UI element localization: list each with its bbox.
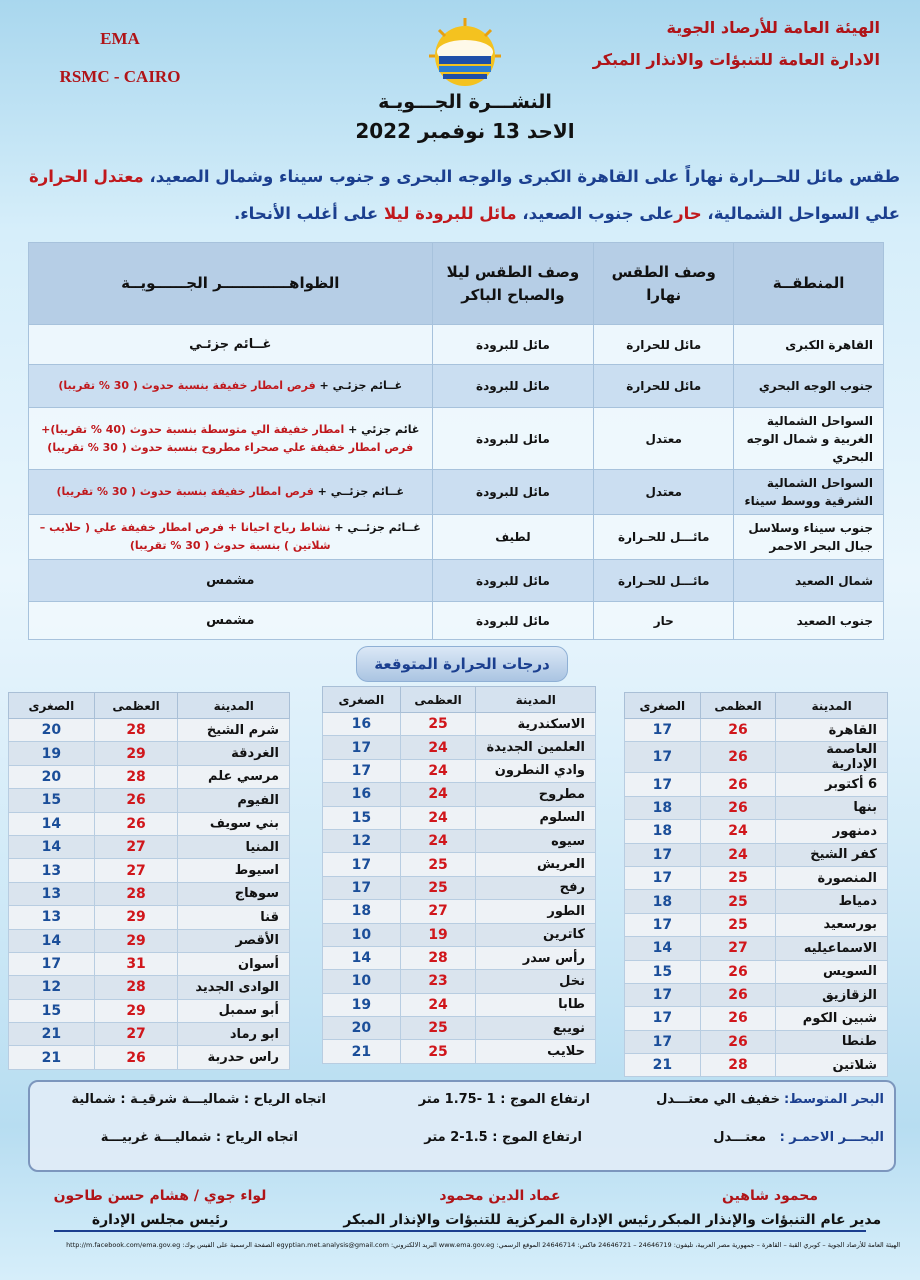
table-row: [29, 325, 884, 365]
temps-title: درجات الحرارة المتوقعة: [356, 646, 568, 682]
col-header-max: العظمى: [94, 693, 178, 719]
summary-part-3: معتدل الحرارة: [29, 167, 144, 186]
max-temp-cell: 23: [400, 970, 476, 993]
table-row: [625, 719, 888, 742]
night-desc: مائل للبرودة: [432, 470, 594, 515]
max-temp-cell: 24: [400, 993, 476, 1016]
max-temp-cell: 24: [400, 806, 476, 829]
night-desc: مائل للبرودة: [432, 325, 594, 365]
night-desc: مائل للبرودة: [432, 365, 594, 408]
city-cell: سيوه: [476, 829, 596, 852]
signer-middle-title: رئيس الإدارة المركزية للتنبؤات والإنذار المبكر: [343, 1212, 657, 1228]
min-temp-cell: 17: [625, 983, 701, 1006]
table-row: [29, 408, 884, 470]
city-cell: طابا: [476, 993, 596, 1016]
col-header-city: المدينة: [776, 693, 888, 719]
max-temp-cell: 24: [700, 843, 776, 866]
min-temp-cell: 15: [9, 999, 95, 1022]
table-row: [323, 783, 596, 806]
min-temp-cell: 14: [625, 937, 701, 960]
footer-divider: [54, 1230, 866, 1232]
sea-row-med: [30, 1092, 894, 1122]
min-temp-cell: 10: [323, 923, 401, 946]
med-state: خفيف الي معتـــدل: [656, 1092, 780, 1107]
max-temp-cell: 27: [94, 859, 178, 882]
table-row: [9, 952, 290, 975]
min-temp-cell: 17: [625, 773, 701, 796]
table-row: [323, 946, 596, 969]
city-cell: الوادى الجديد: [178, 976, 290, 999]
city-cell: وادي النطرون: [476, 759, 596, 782]
max-temp-cell: 25: [400, 713, 476, 736]
phenomena: [29, 325, 433, 365]
city-cell: السويس: [776, 960, 888, 983]
summary-part-8: على أغلب الأنحاء.: [233, 204, 384, 223]
max-temp-cell: 25: [400, 876, 476, 899]
table-row: [9, 859, 290, 882]
signer-left-name: لواء جوي / هشام حسن طاحون: [53, 1188, 267, 1204]
min-temp-cell: 21: [323, 1040, 401, 1063]
max-temp-cell: 27: [700, 937, 776, 960]
city-cell: الفيوم: [178, 789, 290, 812]
max-temp-cell: 19: [400, 923, 476, 946]
max-temp-cell: 29: [94, 742, 178, 765]
day-desc: مائل للحرارة: [594, 325, 734, 365]
summary-part-7: مائل للبرودة ليلا: [383, 204, 517, 223]
min-temp-cell: 14: [9, 812, 95, 835]
night-desc: لطيف: [432, 515, 594, 560]
table-row: [323, 1040, 596, 1063]
day-desc: حار: [594, 602, 734, 640]
max-temp-cell: 25: [700, 913, 776, 936]
header-right: [540, 12, 880, 76]
max-temp-cell: 31: [94, 952, 178, 975]
city-cell: الغردقة: [178, 742, 290, 765]
summary-part-6: على جنوب الصعيد،: [516, 204, 675, 223]
phen-main: غــائم جزئـي: [189, 336, 272, 352]
phenomena: [29, 470, 433, 515]
regions-weather-table: [28, 242, 884, 640]
table-row: [9, 812, 290, 835]
min-temp-cell: 19: [323, 993, 401, 1016]
sea-row-red: [30, 1130, 894, 1160]
phenomena: [29, 515, 433, 560]
max-temp-cell: 26: [700, 960, 776, 983]
min-temp-cell: 21: [625, 1054, 701, 1077]
table-row: [323, 713, 596, 736]
min-temp-cell: 20: [323, 1017, 401, 1040]
red-wave: ارتفاع الموج : 1.5-2 متر: [424, 1130, 582, 1145]
max-temp-cell: 24: [400, 736, 476, 759]
city-cell: نخل: [476, 970, 596, 993]
city-cell: شرم الشيخ: [178, 719, 290, 742]
night-desc: مائل للبرودة: [432, 602, 594, 640]
city-cell: السلوم: [476, 806, 596, 829]
phen-main: مشمس: [206, 612, 255, 628]
night-desc: مائل للبرودة: [432, 408, 594, 470]
table-row: [625, 843, 888, 866]
col-header-region: المنطقــة: [734, 243, 884, 325]
max-temp-cell: 28: [94, 765, 178, 788]
city-cell: المنيا: [178, 835, 290, 858]
city-cell: قنا: [178, 906, 290, 929]
header-left: [40, 20, 200, 96]
table-row: [323, 900, 596, 923]
city-cell: دمياط: [776, 890, 888, 913]
max-temp-cell: 29: [94, 999, 178, 1022]
table-row: [9, 1023, 290, 1046]
max-temp-cell: 27: [94, 835, 178, 858]
table-row: [323, 1017, 596, 1040]
min-temp-cell: 17: [625, 913, 701, 936]
region-name: السواحل الشمالية الغربية و شمال الوجه البحري: [734, 408, 884, 470]
table-row: [9, 976, 290, 999]
table-row: [9, 929, 290, 952]
city-cell: اسيوط: [178, 859, 290, 882]
region-name: جنوب الصعيد: [734, 602, 884, 640]
min-temp-cell: 17: [323, 759, 401, 782]
table-row: [323, 736, 596, 759]
table-row: [625, 742, 888, 773]
city-cell: كاترين: [476, 923, 596, 946]
min-temp-cell: 17: [323, 853, 401, 876]
min-temp-cell: 18: [625, 796, 701, 819]
col-header-min: الصغرى: [9, 693, 95, 719]
signature-right: [650, 1184, 890, 1232]
phenomena: [29, 560, 433, 602]
region-name: شمال الصعيد: [734, 560, 884, 602]
max-temp-cell: 28: [94, 882, 178, 905]
authority-name: الهيئة العامة للأرصاد الجوية: [666, 18, 880, 37]
city-cell: شبين الكوم: [776, 1007, 888, 1030]
ema-label: EMA: [100, 29, 140, 48]
table-row: [323, 923, 596, 946]
day-desc: معتدل: [594, 470, 734, 515]
signer-right-name: محمود شاهين: [721, 1188, 819, 1204]
city-cell: أبو سمبل: [178, 999, 290, 1022]
max-temp-cell: 27: [94, 1023, 178, 1046]
city-cell: 6 أكتوبر: [776, 773, 888, 796]
city-cell: نويبع: [476, 1017, 596, 1040]
table-row: [323, 806, 596, 829]
phen-main: غائم جزئي +: [344, 422, 420, 436]
city-cell: حلايب: [476, 1040, 596, 1063]
sea-state-box: [28, 1080, 896, 1172]
max-temp-cell: 24: [700, 820, 776, 843]
summary-part-4: علي السواحل الشمالية،: [701, 204, 900, 223]
min-temp-cell: 10: [323, 970, 401, 993]
med-wave: ارتفاع الموج : 1 -1.75 متر: [418, 1092, 590, 1107]
min-temp-cell: 19: [9, 742, 95, 765]
max-temp-cell: 24: [400, 829, 476, 852]
min-temp-cell: 20: [9, 765, 95, 788]
city-cell: دمنهور: [776, 820, 888, 843]
max-temp-cell: 26: [700, 773, 776, 796]
table-row: [29, 515, 884, 560]
city-cell: الطور: [476, 900, 596, 923]
max-temp-cell: 26: [94, 789, 178, 812]
temps-table-middle: [322, 686, 596, 1064]
summary-part-2: على القاهرة الكبرى والوجه البحرى و جنوب سيناء وشمال الصعيد،: [143, 167, 680, 186]
table-row: [9, 999, 290, 1022]
min-temp-cell: 18: [625, 820, 701, 843]
temps-table-left: [8, 692, 290, 1070]
red-wind: اتجاه الرياح : شماليـــة غربيـــة: [100, 1130, 298, 1145]
table-row: [323, 876, 596, 899]
med-wind: اتجاه الرياح : شماليـــة شرقيـة : شمالية: [71, 1092, 326, 1107]
signer-left-title: رئيس مجلس الإدارة: [91, 1212, 229, 1228]
city-cell: رأس سدر: [476, 946, 596, 969]
table-row: [625, 1030, 888, 1053]
phen-extra: نشاط رياح احيانا + فرص امطار خفيفة علي ( حلايب – شلاتين ) بنسبة حدوث ( 30 % تقريبا): [39, 521, 331, 552]
red-label: البحـــر الاحمـر :: [779, 1130, 884, 1145]
city-cell: بني سويف: [178, 812, 290, 835]
phen-main: غــائم جزئــي +: [313, 485, 405, 498]
table-row: [625, 890, 888, 913]
min-temp-cell: 17: [9, 952, 95, 975]
table-row: [625, 1054, 888, 1077]
table-row: [9, 789, 290, 812]
max-temp-cell: 26: [700, 1007, 776, 1030]
min-temp-cell: 13: [9, 859, 95, 882]
min-temp-cell: 17: [625, 843, 701, 866]
night-desc: مائل للبرودة: [432, 560, 594, 602]
city-cell: العريش: [476, 853, 596, 876]
table-row: [9, 765, 290, 788]
min-temp-cell: 16: [323, 783, 401, 806]
col-header-phenomena: الظواهـــــــــــــر الجــــــويــة: [29, 243, 433, 325]
table-row: [625, 796, 888, 819]
table-row: [625, 913, 888, 936]
phen-extra: فرص امطار خفيفة بنسبة حدوث ( 30 % تقريبا): [56, 485, 314, 498]
max-temp-cell: 26: [700, 796, 776, 819]
max-temp-cell: 25: [700, 866, 776, 889]
region-name: القاهرة الكبرى: [734, 325, 884, 365]
footer-contact: الهيئة العامة للأرصاد الجوية – كوبري القبة – القاهرة – جمهورية مصر العربية، تليفون: 24646719 – 24646721 فاكس: 24646714 الموقع الرسمي: www.ema.gov.eg البريد الالكتروني: egyptian.met.analysis@gmail.com الصفحة الرسمية على الفيس بوك: http://m.facebook.com/ema.gov.eg: [66, 1241, 900, 1249]
table-row: [9, 906, 290, 929]
min-temp-cell: 15: [625, 960, 701, 983]
city-cell: طنطا: [776, 1030, 888, 1053]
weather-summary: [20, 158, 900, 232]
day-desc: مائل للحرارة: [594, 365, 734, 408]
department-name: الادارة العامة للتنبؤات والانذار المبكر: [592, 50, 880, 69]
col-header-min: الصغرى: [625, 693, 701, 719]
max-temp-cell: 26: [700, 1030, 776, 1053]
city-cell: مرسي علم: [178, 765, 290, 788]
city-cell: بورسعيد: [776, 913, 888, 936]
city-cell: القاهرة: [776, 719, 888, 742]
bulletin-title-block: [300, 88, 630, 146]
region-name: جنوب الوجه البحري: [734, 365, 884, 408]
summary-part-5: حار: [674, 204, 702, 223]
min-temp-cell: 17: [625, 719, 701, 742]
signature-middle: [340, 1184, 660, 1232]
table-row: [323, 853, 596, 876]
city-cell: كفر الشيخ: [776, 843, 888, 866]
signature-left: [40, 1184, 280, 1232]
bulletin-title: النشـــرة الجـــويـة: [378, 91, 552, 113]
min-temp-cell: 20: [9, 719, 95, 742]
table-row: [323, 970, 596, 993]
col-header-max: العظمى: [400, 687, 476, 713]
min-temp-cell: 15: [9, 789, 95, 812]
city-cell: الاسكندرية: [476, 713, 596, 736]
city-cell: العاصمة الإدارية: [776, 742, 888, 773]
ema-logo-icon: [425, 14, 505, 94]
red-state: معتـــدل: [713, 1130, 766, 1145]
city-cell: الزقازيق: [776, 983, 888, 1006]
min-temp-cell: 14: [9, 835, 95, 858]
table-row: [9, 835, 290, 858]
table-row: [625, 1007, 888, 1030]
phenomena: [29, 408, 433, 470]
min-temp-cell: 16: [323, 713, 401, 736]
med-label: البحر المتوسط:: [783, 1092, 884, 1107]
table-row: [625, 773, 888, 796]
max-temp-cell: 28: [94, 976, 178, 999]
max-temp-cell: 27: [400, 900, 476, 923]
max-temp-cell: 25: [400, 1017, 476, 1040]
max-temp-cell: 28: [94, 719, 178, 742]
max-temp-cell: 28: [700, 1054, 776, 1077]
table-row: [625, 937, 888, 960]
rsmc-label: RSMC - CAIRO: [59, 67, 181, 86]
signer-middle-name: عماد الدين محمود: [439, 1188, 561, 1204]
city-cell: مطروح: [476, 783, 596, 806]
table-row: [9, 719, 290, 742]
max-temp-cell: 26: [94, 812, 178, 835]
col-header-min: الصغرى: [323, 687, 401, 713]
table-row: [323, 993, 596, 1016]
max-temp-cell: 26: [700, 719, 776, 742]
min-temp-cell: 17: [323, 736, 401, 759]
city-cell: رفح: [476, 876, 596, 899]
max-temp-cell: 29: [94, 929, 178, 952]
region-name: جنوب سيناء وسلاسل جبال البحر الاحمر: [734, 515, 884, 560]
max-temp-cell: 25: [400, 853, 476, 876]
table-row: [625, 866, 888, 889]
max-temp-cell: 25: [700, 890, 776, 913]
day-desc: مائـــل للحـرارة: [594, 560, 734, 602]
col-header-night: وصف الطقس ليلا والصباح الباكر: [432, 243, 594, 325]
min-temp-cell: 15: [323, 806, 401, 829]
max-temp-cell: 28: [400, 946, 476, 969]
table-row: [625, 983, 888, 1006]
max-temp-cell: 29: [94, 906, 178, 929]
day-desc: معتدل: [594, 408, 734, 470]
table-row: [9, 742, 290, 765]
city-cell: العلمين الجديدة: [476, 736, 596, 759]
phen-main: مشمس: [206, 572, 255, 588]
city-cell: ابو رماد: [178, 1023, 290, 1046]
min-temp-cell: 13: [9, 882, 95, 905]
min-temp-cell: 17: [323, 876, 401, 899]
min-temp-cell: 17: [625, 866, 701, 889]
day-desc: مائـــل للحـرارة: [594, 515, 734, 560]
phen-main: غــائم جزئـي +: [315, 379, 403, 392]
min-temp-cell: 17: [625, 1007, 701, 1030]
min-temp-cell: 17: [625, 1030, 701, 1053]
table-row: [625, 820, 888, 843]
phenomena: [29, 602, 433, 640]
phen-main: غــائم جزئــي +: [330, 521, 421, 534]
min-temp-cell: 12: [323, 829, 401, 852]
table-row: [29, 602, 884, 640]
city-cell: سوهاج: [178, 882, 290, 905]
city-cell: الأقصر: [178, 929, 290, 952]
min-temp-cell: 12: [9, 976, 95, 999]
city-cell: المنصورة: [776, 866, 888, 889]
city-cell: بنها: [776, 796, 888, 819]
temps-table-right: [624, 692, 888, 1077]
table-row: [29, 470, 884, 515]
table-row: [29, 365, 884, 408]
city-cell: الاسماعيليه: [776, 937, 888, 960]
phenomena: [29, 365, 433, 408]
col-header-max: العظمى: [700, 693, 776, 719]
region-name: السواحل الشمالية الشرقية ووسط سيناء: [734, 470, 884, 515]
min-temp-cell: 18: [323, 900, 401, 923]
max-temp-cell: 26: [700, 983, 776, 1006]
min-temp-cell: 21: [9, 1023, 95, 1046]
min-temp-cell: 14: [9, 929, 95, 952]
bulletin-date: الاحد 13 نوفمبر 2022: [355, 119, 575, 143]
table-row: [29, 560, 884, 602]
max-temp-cell: 26: [700, 742, 776, 773]
summary-part-1: طقس مائل للحــرارة نهاراً: [679, 167, 900, 186]
phen-extra: فرص امطار خفيفة بنسبة حدوث ( 30 % تقريبا): [58, 379, 316, 392]
col-header-city: المدينة: [178, 693, 290, 719]
max-temp-cell: 26: [94, 1046, 178, 1069]
table-row: [323, 829, 596, 852]
table-row: [9, 882, 290, 905]
min-temp-cell: 17: [625, 742, 701, 773]
city-cell: راس حدربة: [178, 1046, 290, 1069]
signer-right-title: مدير عام التنبؤات والإنذار المبكر: [658, 1212, 882, 1228]
city-cell: أسوان: [178, 952, 290, 975]
city-cell: شلاتين: [776, 1054, 888, 1077]
min-temp-cell: 14: [323, 946, 401, 969]
table-row: [323, 759, 596, 782]
regions-header-row: [29, 243, 884, 325]
min-temp-cell: 18: [625, 890, 701, 913]
col-header-day: وصف الطقس نهارا: [594, 243, 734, 325]
col-header-city: المدينة: [476, 687, 596, 713]
table-row: [9, 1046, 290, 1069]
min-temp-cell: 21: [9, 1046, 95, 1069]
min-temp-cell: 13: [9, 906, 95, 929]
max-temp-cell: 24: [400, 783, 476, 806]
table-row: [625, 960, 888, 983]
phen-extra: امطار خفيفة الي متوسطة بنسبة حدوث (40 % تقريبا)+ فرص امطار خفيفة علي صحراء مطروح بنسبة حدوث ( 30 % تقريبا): [41, 422, 414, 454]
max-temp-cell: 25: [400, 1040, 476, 1063]
max-temp-cell: 24: [400, 759, 476, 782]
